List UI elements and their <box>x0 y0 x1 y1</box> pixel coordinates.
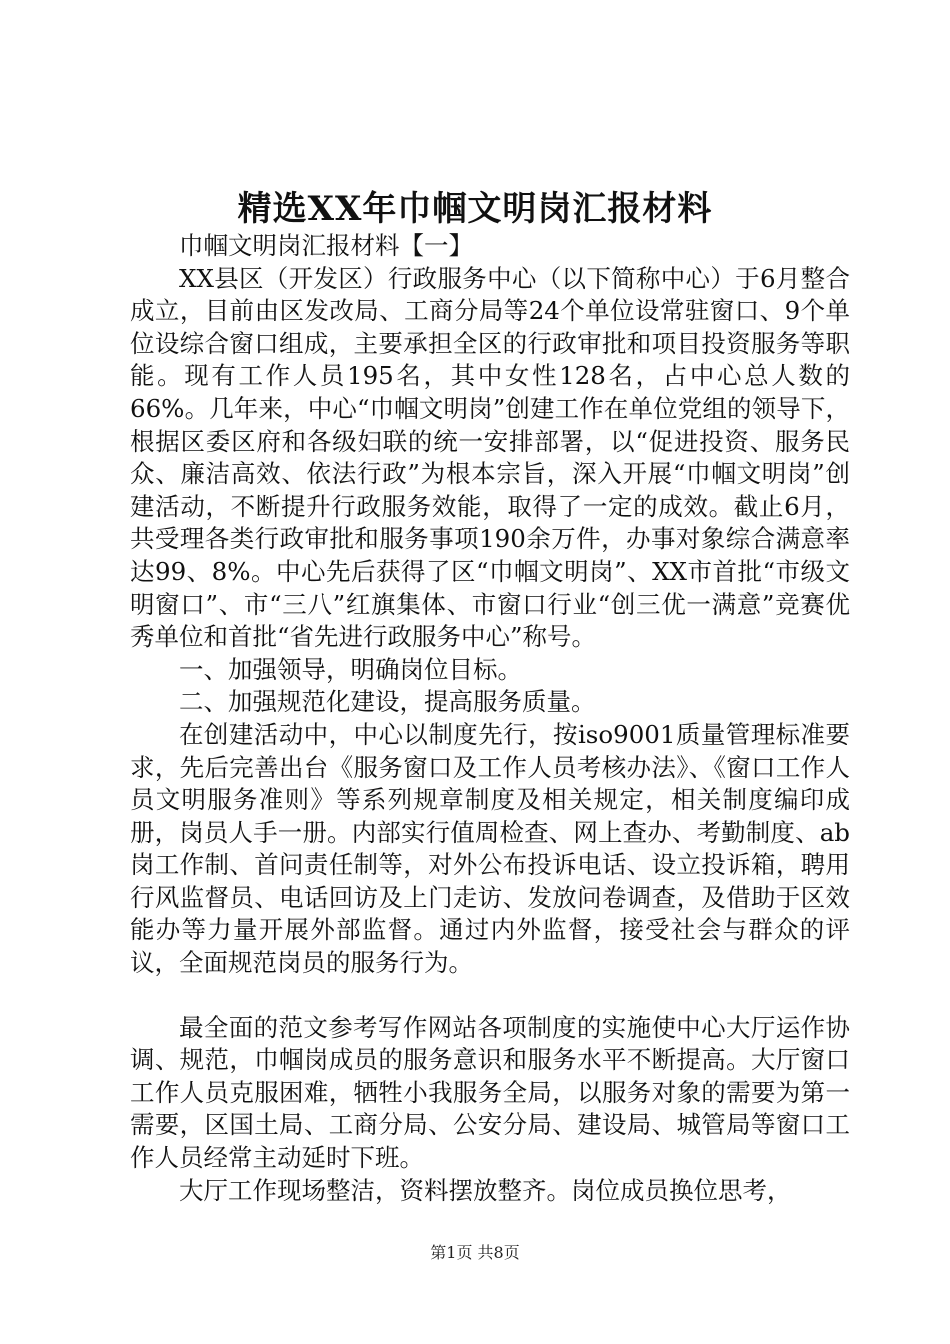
heading-one: 一、加强领导，明确岗位目标。 <box>179 654 522 684</box>
document-body <box>130 230 850 1207</box>
document-title: 精选XX年巾帼文明岗汇报材料 <box>237 189 713 229</box>
paragraph-system: 在创建活动中，中心以制度先行，按iso9001质量管理标准要求，先后完善出台《服务窗口及工作人员考核办法》、《窗口工作人员文明服务准则》等系列规章制度及相关规定，相关制度编印成册，岗员人手一册。内部实行值周检查、网上查办、考勤制度、ab岗工作制、首问责任制等，对外公布投诉电话、设立投诉箱，聘用行风监督员、电话回访及上门走访、发放问卷调查，及借助于区效能办等力量开展外部监督。通过内外监督，接受社会与群众的评议，全面规范岗员的服务行为。 <box>130 719 850 978</box>
paragraph-hall: 大厅工作现场整洁，资料摆放整齐。岗位成员换位思考， <box>179 1175 792 1205</box>
paragraph-service: 最全面的范文参考写作网站各项制度的实施使中心大厅运作协调、规范，巾帼岗成员的服务意识和服务水平不断提高。大厅窗口工作人员克服困难，牺牲小我服务全局，以服务对象的需要为第一需要，区国土局、工商分局、公安分局、建设局、城管局等窗口工作人员经常主动延时下班。 <box>130 1012 850 1173</box>
page-number-footer: 第1页 共8页 <box>430 1243 520 1262</box>
section-heading: 巾帼文明岗汇报材料【一】 <box>179 231 473 260</box>
heading-two: 二、加强规范化建设，提高服务质量。 <box>179 687 596 717</box>
paragraph-intro: XX县区（开发区）行政服务中心（以下简称中心）于6月整合成立，目前由区发改局、工商分局等24个单位设常驻窗口、9个单位设综合窗口组成，主要承担全区的行政审批和项目投资服务等职能。现有工作人员195名，其中女性128名，占中心总人数的66%。几年来，中心“巾帼文明岗”创建工作在单位党组的领导下，根据区委区府和各级妇联的统一安排部署，以“促进投资、服务民众、廉洁高效、依法行政”为根本宗旨，深入开展“巾帼文明岗”创建活动，不断提升行政服务效能，取得了一定的成效。截止6月，共受理各类行政审批和服务事项190余万件，办事对象综合满意率达99、8%。中心先后获得了区“巾帼文明岗”、XX市首批“市级文明窗口”、市“三八”红旗集体、市窗口行业“创三优一满意”竞赛优秀单位和首批“省先进行政服务中心”称号。 <box>130 263 850 652</box>
